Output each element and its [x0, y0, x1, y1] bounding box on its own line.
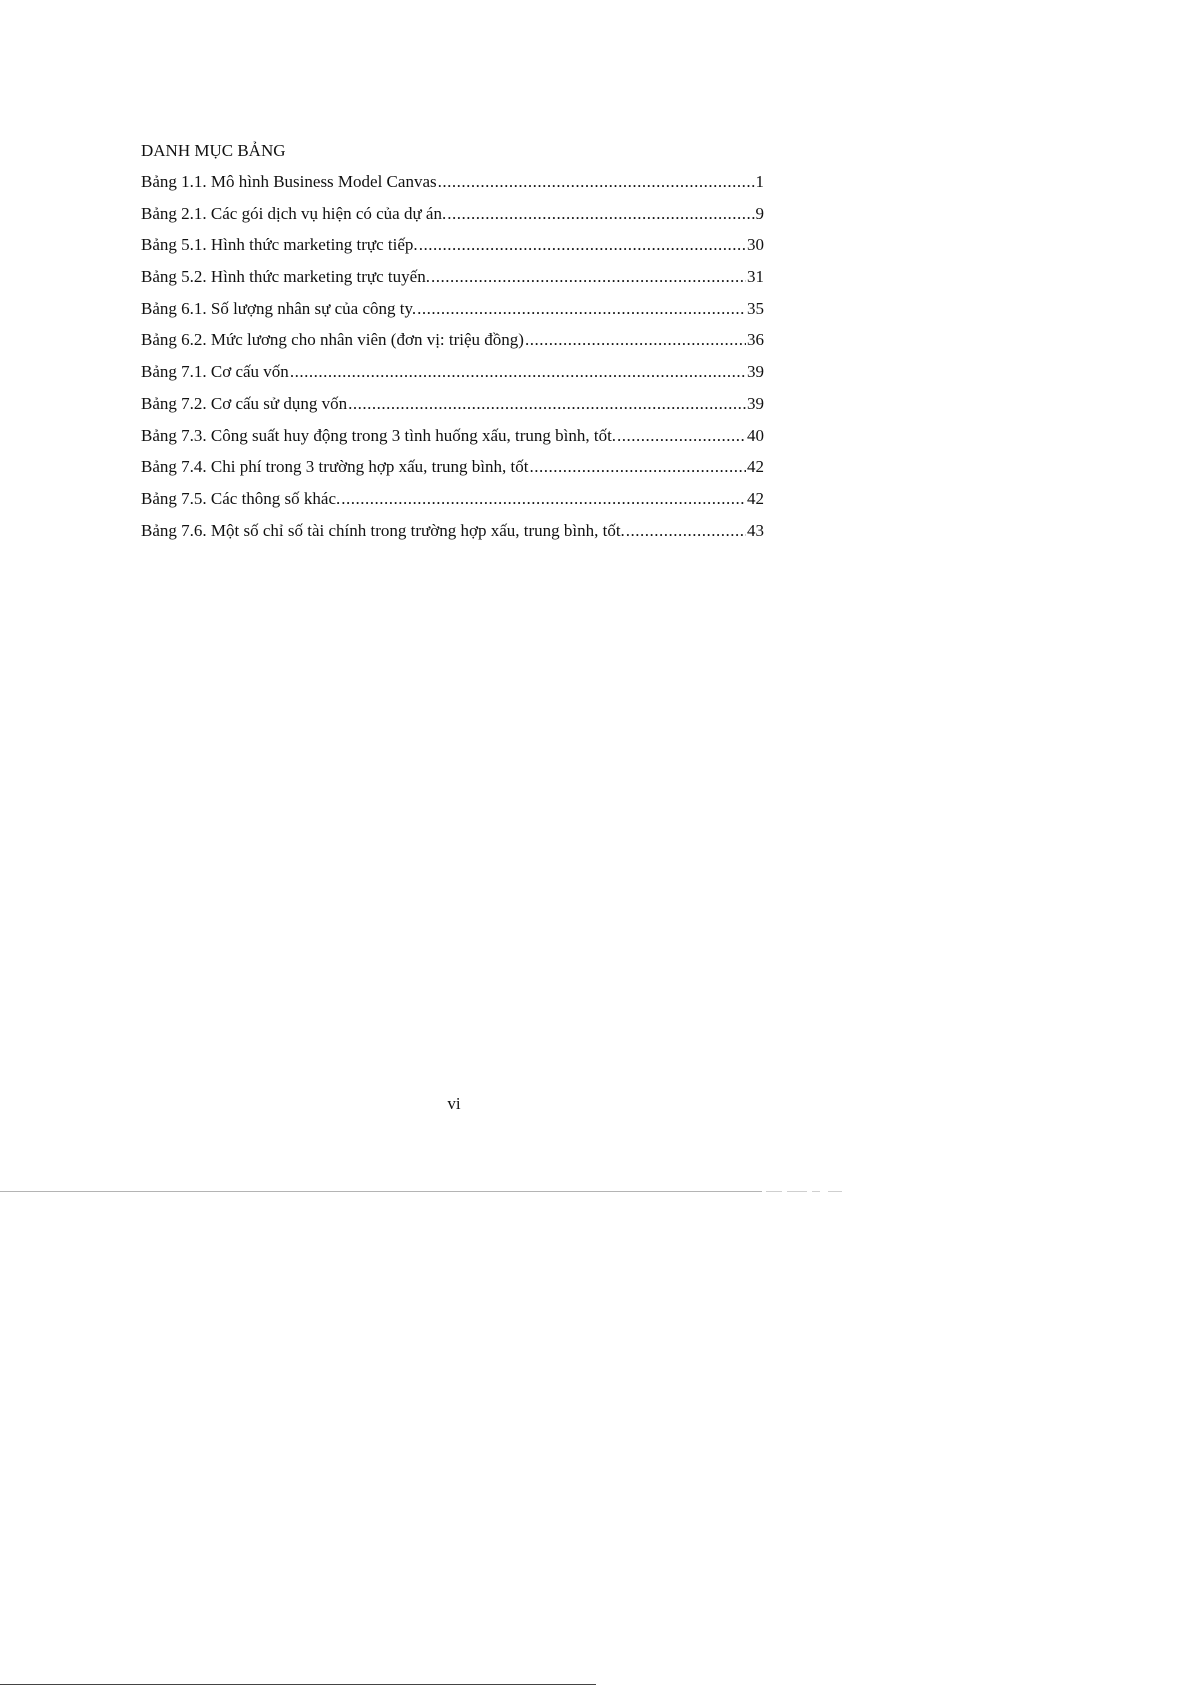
dot-leader — [348, 392, 746, 416]
toc-entry-page: 40 — [747, 425, 764, 445]
toc-entry-label: Bảng 5.1. Hình thức marketing trực tiếp. — [141, 235, 418, 255]
toc-entry[interactable] — [141, 328, 764, 360]
dot-leader — [417, 297, 746, 321]
toc-entry-page: 36 — [747, 330, 764, 350]
dot-leader — [617, 424, 746, 448]
toc-entry[interactable] — [141, 297, 764, 329]
dot-leader — [431, 265, 746, 289]
toc-heading: DANH MỤC BẢNG — [141, 141, 286, 160]
toc-entry-page: 30 — [747, 235, 764, 255]
toc-entry-page: 42 — [747, 457, 764, 477]
toc-entry-page: 1 — [755, 172, 764, 191]
toc-entry[interactable] — [141, 424, 764, 456]
toc-entry[interactable] — [141, 455, 764, 487]
toc-entry[interactable] — [141, 392, 764, 424]
toc-entry-page: 39 — [747, 393, 764, 413]
toc-entry-label: Bảng 6.2. Mức lương cho nhân viên (đơn vị: triệu đồng) — [141, 330, 524, 350]
toc-entry[interactable] — [141, 487, 764, 519]
table-of-tables — [141, 138, 764, 550]
toc-entry[interactable] — [141, 170, 764, 202]
toc-entry-page: 31 — [747, 267, 764, 287]
page-divider-fragment — [787, 1191, 807, 1192]
toc-entry-label: Bảng 7.4. Chi phí trong 3 trường hợp xấu, trung bình, tốt — [141, 457, 529, 477]
dot-leader — [529, 455, 746, 479]
toc-entry-label: Bảng 5.2. Hình thức marketing trực tuyến. — [141, 267, 430, 287]
page-divider-fragment — [812, 1191, 820, 1192]
toc-list — [141, 170, 764, 550]
page-divider-fragment — [828, 1191, 842, 1192]
toc-entry-page: 9 — [755, 203, 764, 223]
toc-entry-label: Bảng 7.3. Công suất huy động trong 3 tình huống xấu, trung bình, tốt. — [141, 425, 617, 445]
page-divider-fragment — [766, 1191, 782, 1192]
toc-entry-label: Bảng 1.1. Mô hình Business Model Canvas — [141, 172, 437, 191]
toc-entry-page: 39 — [747, 362, 764, 382]
dot-leader — [419, 233, 746, 257]
dot-leader — [447, 202, 754, 226]
toc-entry-label: Bảng 6.1. Số lượng nhân sự của công ty. — [141, 298, 417, 318]
dot-leader — [438, 170, 755, 194]
dot-leader — [341, 487, 746, 511]
dot-leader — [626, 519, 746, 543]
toc-entry[interactable] — [141, 202, 764, 234]
dot-leader — [525, 328, 746, 352]
page-divider — [0, 1191, 762, 1192]
page-number: vi — [447, 1094, 461, 1113]
toc-entry[interactable] — [141, 519, 764, 551]
toc-entry-label: Bảng 7.1. Cơ cấu vốn — [141, 362, 289, 382]
dot-leader — [290, 360, 746, 384]
toc-entry-page: 42 — [747, 488, 764, 508]
toc-entry-page: 43 — [747, 520, 764, 540]
toc-entry-label: Bảng 2.1. Các gói dịch vụ hiện có của dự án. — [141, 203, 447, 223]
toc-entry-label: Bảng 7.2. Cơ cấu sử dụng vốn — [141, 393, 348, 413]
toc-entry-label: Bảng 7.6. Một số chỉ số tài chính trong trường hợp xấu, trung bình, tốt. — [141, 520, 625, 540]
toc-entry[interactable] — [141, 265, 764, 297]
toc-entry-label: Bảng 7.5. Các thông số khác. — [141, 488, 341, 508]
toc-entry[interactable] — [141, 360, 764, 392]
toc-entry[interactable] — [141, 233, 764, 265]
toc-entry-page: 35 — [747, 298, 764, 318]
